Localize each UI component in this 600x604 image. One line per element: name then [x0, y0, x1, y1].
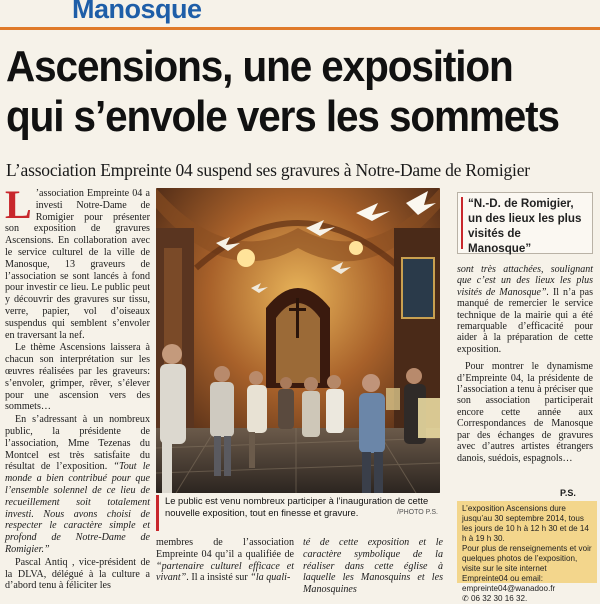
photo-caption	[156, 495, 440, 531]
headline-line-1: Ascensions, une exposition	[6, 42, 513, 91]
quote-text: sont très attachées, soulignant que c’est un des lieux les plus visités de Manosque”.	[457, 264, 593, 298]
quote-text: “la quali-	[250, 572, 291, 584]
article-column-3	[303, 537, 443, 596]
article-column-1	[5, 182, 151, 592]
church-interior-image	[156, 188, 440, 493]
subheadline: L’association Empreinte 04 suspend ses gravures à Notre-Dame de Romigier	[6, 160, 530, 180]
quote-text: “partenaire culturel efficace et vivant”	[156, 560, 294, 584]
quote-accent-bar	[461, 197, 463, 249]
paragraph-text: . Il a insisté sur	[186, 572, 251, 584]
section-title: Manosque	[72, 0, 202, 24]
drop-cap: L	[5, 182, 32, 227]
headline	[6, 42, 559, 142]
pull-quote	[457, 192, 593, 254]
paragraph: Pascal Antiq , vice-président de la DLVA, délégué à la culture a d’abord tenu à féliciter les	[5, 556, 150, 592]
header-rule	[0, 27, 600, 30]
paragraph: Pour montrer le dynamisme d’Empreinte 04, la présidente de l’association a tenu à préciser que son association participerait encore cette année aux Correspondances de Manosque par des échanges de gravures avec d’autres artistes étrangers danois, suédois, espagnols…	[457, 361, 593, 464]
caption-text: Le public est venu nombreux participer à l’inauguration de cette nouvelle exposition, tout en finesse et gravure.	[165, 495, 429, 518]
quote-text: té de cette exposition et le caractère symbolique de la réaliser dans cette église à laquelle les Manosquins et les Manosquines	[303, 537, 443, 596]
article-column-4	[457, 264, 593, 464]
article-column-2	[156, 537, 294, 584]
paragraph	[5, 182, 150, 341]
paragraph	[5, 414, 150, 556]
info-box	[457, 501, 597, 603]
info-dates: L’exposition Ascensions dure jusqu’au 30 septembre 2014, tous les jours de 10 h à 12 h 30 et de 14 h à 19 h 30.	[462, 504, 589, 543]
paragraph: Le thème Ascensions laissera à chacun son interprétation sur les œuvres réalisées par les graveurs: s’envoler, grimper, rêver, s’élever pour une ascension vers des sommets…	[5, 342, 150, 413]
paragraph	[457, 264, 593, 355]
paragraph-text: membres de l’association Empreinte 04 qu’il a qualifiée de	[156, 537, 294, 560]
paragraph-text: ’association Empreinte 04 a investi Notre-Dame de Romigier pour présenter son exposition de gravures Ascensions. En collaboration avec le service culturel de la ville de Manosque, 13 graveurs de l’association se sont lancés à fond pour investir ce lieu. Le public peut y découvrir des gravures sur tissu, verre, papier, vol d’oiseaux suspendus qui semblent s’envoler en traversant la nef.	[5, 188, 150, 341]
pull-quote-text: “N.-D. de Romigier, un des lieux les plus visités de Manosque”	[468, 197, 582, 255]
paragraph-text: En s’adressant à un nombreux public, la présidente de l’association, Mme Tezenas du Montcel est très satisfaite du résultat de l’exposition.	[5, 414, 150, 473]
headline-line-2: qui s’envole vers les sommets	[6, 92, 559, 141]
exhibition-photo	[156, 188, 440, 493]
quote-text: “Tout le monde a bien contribué pour que l’ensemble solennel de ce lieu de recueillement soit totalement investi. Nous avons choisi de respecter le caractère simple et profond de Notre-Dame de Romigier.”	[5, 461, 151, 555]
photo-credit: /PHOTO P.S.	[397, 509, 438, 516]
author-signature: P.S.	[560, 488, 576, 498]
info-contact: Pour plus de renseignements et voir quelques photos de l’exposition, visite sur le site internet Empreinte04 ou email: empreinte04@wanadoo.fr	[462, 544, 592, 593]
paragraph-text: Il n’a pas manqué de remercier le service technique de la mairie qui a été remarquable d’efficacité pour aider à la préparation de cette exposition.	[457, 286, 593, 355]
paragraph	[156, 537, 294, 584]
info-phone: ✆ 06 32 30 16 32.	[462, 594, 528, 603]
paragraph	[303, 537, 443, 596]
page-header	[0, 0, 600, 32]
